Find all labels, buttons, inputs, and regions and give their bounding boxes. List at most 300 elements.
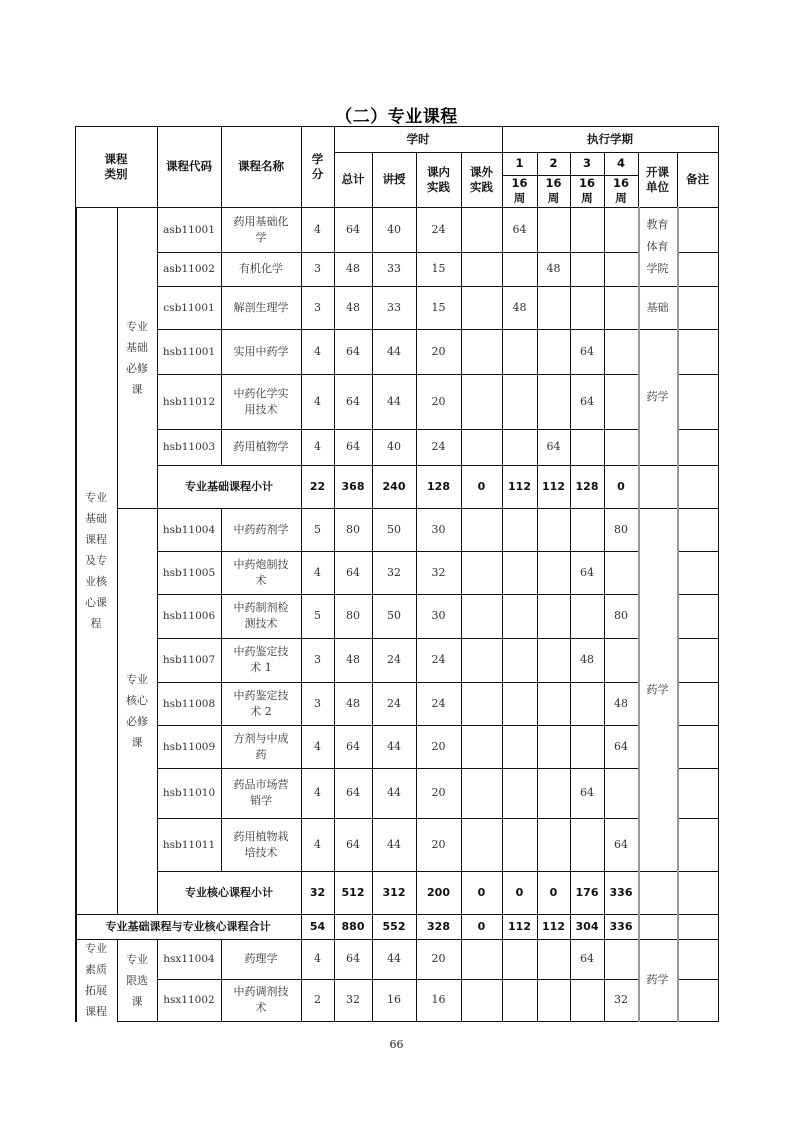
subtotal-core-label xyxy=(157,871,301,914)
row-border xyxy=(157,429,639,430)
category-outer-main-text: 专业 基础 课程 及专 业核 心课 程 xyxy=(85,491,107,630)
course-t4 xyxy=(604,768,638,818)
course-code xyxy=(157,725,221,768)
course-lecture xyxy=(372,682,416,725)
course-credit-text: 4 xyxy=(314,565,321,579)
column-border xyxy=(416,152,417,208)
header-category-text: 课程 类别 xyxy=(104,151,128,181)
course-total-text: 48 xyxy=(346,262,360,275)
course-code-text: hsb11008 xyxy=(162,697,216,710)
course-out-practice xyxy=(461,508,502,551)
row-border xyxy=(638,465,678,466)
course-out-practice xyxy=(461,725,502,768)
subtotal-core-out-practice-text: 0 xyxy=(477,885,486,899)
course-t3-text: 64 xyxy=(580,786,594,799)
course-note xyxy=(677,429,718,465)
course-t2 xyxy=(537,939,570,979)
course-t4 xyxy=(604,551,638,594)
course-t1 xyxy=(502,768,537,818)
header-category xyxy=(75,126,157,207)
course-credit xyxy=(301,939,334,979)
course-credit-text: 4 xyxy=(314,440,321,453)
course-code-text: hsb11004 xyxy=(162,523,216,536)
course-code-text: hsb11001 xyxy=(162,345,216,358)
course-lecture xyxy=(372,594,416,638)
course-t1 xyxy=(502,979,537,1021)
course-in-practice-text: 32 xyxy=(431,565,446,579)
course-lecture xyxy=(372,252,416,286)
course-in-practice-text: 15 xyxy=(431,262,446,275)
subtotal-basic-label-text: 专业基础课程小计 xyxy=(185,479,273,493)
course-lecture-text: 33 xyxy=(387,300,401,314)
course-t1 xyxy=(502,429,537,465)
course-credit xyxy=(301,638,334,682)
row-border xyxy=(677,594,719,595)
grand-total-out-practice xyxy=(461,914,502,939)
table-bottom-border xyxy=(117,1021,719,1022)
grand-total-t1-text: 112 xyxy=(508,919,531,933)
course-lecture-text: 44 xyxy=(387,344,401,358)
table-top-border xyxy=(75,126,719,127)
subtotal-basic-t1-text: 112 xyxy=(508,479,531,493)
course-credit-text: 4 xyxy=(314,739,321,753)
course-credit xyxy=(301,329,334,374)
course-lecture xyxy=(372,818,416,871)
course-t1 xyxy=(502,638,537,682)
subtotal-basic-out-practice-text: 0 xyxy=(477,479,486,493)
course-total-text: 64 xyxy=(346,344,360,358)
category-outer-main xyxy=(75,207,117,914)
subtotal-basic-t3 xyxy=(570,465,604,508)
grand-total-t3-text: 304 xyxy=(575,919,599,933)
course-note xyxy=(677,374,718,429)
header-hours-col-text: 总计 xyxy=(341,172,365,186)
course-credit-text: 3 xyxy=(314,653,321,666)
subtotal-basic-dept xyxy=(638,465,677,508)
course-out-practice xyxy=(461,374,502,429)
header-hours-col-text: 课外 实践 xyxy=(470,164,493,194)
column-border xyxy=(117,939,118,1022)
subtotal-core-t2 xyxy=(537,871,570,914)
course-name xyxy=(221,638,301,682)
subtotal-core-total-text: 512 xyxy=(341,885,365,899)
header-term-group xyxy=(502,126,718,152)
header-credit xyxy=(301,126,334,207)
header-term-weeks xyxy=(570,175,604,207)
course-t4-text: 80 xyxy=(614,522,628,536)
course-in-practice-text: 20 xyxy=(431,952,446,965)
course-credit xyxy=(301,818,334,871)
course-in-practice xyxy=(416,207,461,252)
column-border xyxy=(372,152,373,208)
course-name-text: 中药鉴定技 术 2 xyxy=(233,688,289,718)
course-credit-text: 3 xyxy=(314,696,321,710)
course-lecture xyxy=(372,207,416,252)
course-t3 xyxy=(570,429,604,465)
course-name-text: 药用植物栽 培技术 xyxy=(233,829,289,859)
course-t4 xyxy=(604,286,638,329)
course-code-text: hsb11007 xyxy=(162,654,216,666)
grand-total-label-text: 专业基础课程与专业核心课程合计 xyxy=(105,919,271,933)
course-code-text: hsb11010 xyxy=(162,787,216,799)
course-note xyxy=(677,818,718,871)
course-name-text: 药品市场营 销学 xyxy=(233,778,289,807)
course-name-text: 解剖生理学 xyxy=(233,300,289,314)
course-total xyxy=(334,682,372,725)
header-term-weeks xyxy=(502,175,537,207)
header-hours-col xyxy=(334,152,372,207)
course-note xyxy=(677,939,718,979)
subtotal-core-label-text: 专业核心课程小计 xyxy=(185,885,273,899)
subtotal-core-t3 xyxy=(570,871,604,914)
course-total-text: 32 xyxy=(346,993,360,1006)
course-t3 xyxy=(570,374,604,429)
course-credit xyxy=(301,286,334,329)
course-name-text: 有机化学 xyxy=(239,262,283,275)
grand-total-lecture-text: 552 xyxy=(382,919,406,933)
subtotal-basic-lecture-text: 240 xyxy=(382,479,406,493)
subtotal-basic-t3-text: 128 xyxy=(575,479,599,493)
course-t1 xyxy=(502,725,537,768)
row-border xyxy=(677,638,719,639)
dept-basic-text: 基础 xyxy=(646,300,669,314)
course-name xyxy=(221,768,301,818)
column-border xyxy=(537,207,538,1022)
course-total xyxy=(334,508,372,551)
course-code xyxy=(157,252,221,286)
grand-total-t4 xyxy=(604,914,638,939)
course-out-practice xyxy=(461,682,502,725)
row-border xyxy=(677,725,719,726)
subtotal-basic-t2-text: 112 xyxy=(542,479,565,493)
column-border xyxy=(157,207,158,915)
grand-total-t3 xyxy=(570,914,604,939)
course-out-practice xyxy=(461,638,502,682)
header-term-number-text: 1 xyxy=(515,156,524,170)
course-out-practice xyxy=(461,818,502,871)
course-t4 xyxy=(604,429,638,465)
course-t3 xyxy=(570,286,604,329)
course-code-text: hsb11012 xyxy=(162,395,216,408)
course-in-practice-text: 20 xyxy=(431,739,446,753)
subtotal-core-credit-text: 32 xyxy=(309,885,326,899)
course-t2 xyxy=(537,551,570,594)
course-name-text: 中药药剂学 xyxy=(233,522,289,536)
course-code-text: hsb11003 xyxy=(162,441,216,453)
course-total xyxy=(334,768,372,818)
course-t4 xyxy=(604,508,638,551)
course-credit xyxy=(301,429,334,465)
course-t3-text: 64 xyxy=(580,952,594,965)
course-code-text: hsb11009 xyxy=(162,740,216,753)
course-lecture xyxy=(372,768,416,818)
course-name xyxy=(221,818,301,871)
course-t4 xyxy=(604,252,638,286)
subtotal-core-credit xyxy=(301,871,334,914)
course-note xyxy=(677,682,718,725)
category-sub-core xyxy=(117,508,157,914)
course-note xyxy=(677,329,718,374)
course-t3-text: 48 xyxy=(580,653,594,666)
course-name xyxy=(221,551,301,594)
course-out-practice xyxy=(461,768,502,818)
row-border xyxy=(157,725,639,726)
course-t1 xyxy=(502,207,537,252)
header-term-number-text: 3 xyxy=(582,156,591,170)
column-border xyxy=(301,207,302,1022)
course-t2 xyxy=(537,508,570,551)
course-t2 xyxy=(537,682,570,725)
course-total xyxy=(334,818,372,871)
course-code-text: asb11001 xyxy=(163,223,215,236)
course-name xyxy=(221,939,301,979)
header-term-number xyxy=(537,152,570,175)
course-t2 xyxy=(537,725,570,768)
course-t3-text: 64 xyxy=(580,565,594,579)
course-out-practice xyxy=(461,939,502,979)
course-total xyxy=(334,329,372,374)
header-term-weeks-text: 16 周 xyxy=(578,176,595,205)
course-in-practice xyxy=(416,374,461,429)
course-t3 xyxy=(570,939,604,979)
course-total xyxy=(334,374,372,429)
course-credit xyxy=(301,252,334,286)
course-out-practice xyxy=(461,207,502,252)
header-term-weeks xyxy=(537,175,570,207)
header-hours-col xyxy=(416,152,461,207)
category-outer-ext xyxy=(75,939,117,1021)
course-lecture-text: 44 xyxy=(387,739,401,753)
course-in-practice xyxy=(416,508,461,551)
course-t1 xyxy=(502,551,537,594)
course-code-text: asb11002 xyxy=(163,263,215,275)
course-code xyxy=(157,939,221,979)
row-border xyxy=(677,871,719,872)
header-term-number-text: 4 xyxy=(616,156,625,170)
course-name xyxy=(221,979,301,1021)
row-border xyxy=(75,914,719,915)
course-t2 xyxy=(537,329,570,374)
course-lecture-text: 44 xyxy=(387,786,401,799)
course-name xyxy=(221,207,301,252)
column-border xyxy=(372,207,373,1022)
header-code-text: 课程代码 xyxy=(166,159,212,173)
subtotal-basic-total-text: 368 xyxy=(341,479,365,493)
course-in-practice-text: 30 xyxy=(431,522,446,536)
course-code xyxy=(157,508,221,551)
course-total-text: 64 xyxy=(346,394,360,408)
course-code-text: hsb11011 xyxy=(162,838,216,851)
course-t4-text: 80 xyxy=(614,609,628,622)
course-in-practice-text: 16 xyxy=(431,993,446,1006)
course-name xyxy=(221,594,301,638)
course-lecture xyxy=(372,979,416,1021)
course-t4 xyxy=(604,638,638,682)
column-border xyxy=(677,207,679,1022)
course-code xyxy=(157,638,221,682)
course-in-practice-text: 30 xyxy=(431,609,446,622)
course-total-text: 64 xyxy=(346,222,360,236)
course-credit-text: 4 xyxy=(314,837,321,851)
course-t3 xyxy=(570,329,604,374)
course-credit-text: 3 xyxy=(314,262,321,275)
course-note xyxy=(677,286,718,329)
dept-basic xyxy=(638,286,677,329)
course-t1 xyxy=(502,818,537,871)
dept-pharm-2-text: 药学 xyxy=(646,682,669,696)
course-t4 xyxy=(604,818,638,871)
course-lecture-text: 50 xyxy=(387,609,401,622)
grand-total-credit xyxy=(301,914,334,939)
grand-total-label xyxy=(75,914,301,939)
section-title: （二）专业课程 xyxy=(335,107,458,127)
category-sub-core-text: 专业 核心 必修 课 xyxy=(126,673,148,749)
course-in-practice xyxy=(416,682,461,725)
course-t2 xyxy=(537,979,570,1021)
grand-total-lecture xyxy=(372,914,416,939)
subtotal-basic-total xyxy=(334,465,372,508)
course-note xyxy=(677,725,718,768)
course-total xyxy=(334,638,372,682)
course-t1 xyxy=(502,594,537,638)
row-border xyxy=(157,818,639,819)
course-code xyxy=(157,329,221,374)
category-outer-ext-text: 专业 素质 拓展 课程 xyxy=(85,942,107,1018)
dept-pharm-3 xyxy=(638,939,677,1021)
course-code-text: hsx11004 xyxy=(163,953,215,965)
subtotal-basic-credit xyxy=(301,465,334,508)
course-lecture-text: 16 xyxy=(387,993,401,1006)
course-t3-text: 64 xyxy=(580,344,594,358)
row-border xyxy=(677,286,719,287)
course-total-text: 64 xyxy=(346,786,360,799)
row-border xyxy=(677,551,719,552)
row-border xyxy=(157,252,639,253)
grand-total-t4-text: 336 xyxy=(609,919,633,933)
column-border xyxy=(502,126,503,208)
grand-total-t2-text: 112 xyxy=(542,919,565,933)
row-border xyxy=(157,682,639,683)
header-name xyxy=(221,126,301,207)
course-name-text: 中药鉴定技 术 1 xyxy=(233,645,289,674)
course-name-text: 方剂与中成 药 xyxy=(233,731,289,761)
course-in-practice xyxy=(416,725,461,768)
header-code xyxy=(157,126,221,207)
row-border xyxy=(677,252,719,253)
course-note xyxy=(677,594,718,638)
course-lecture-text: 24 xyxy=(387,653,401,666)
course-t1 xyxy=(502,252,537,286)
course-in-practice-text: 20 xyxy=(431,837,446,851)
course-name xyxy=(221,374,301,429)
row-border xyxy=(157,465,639,466)
course-code-text: hsb11005 xyxy=(162,566,216,579)
column-border xyxy=(301,126,302,208)
course-lecture-text: 33 xyxy=(387,262,401,275)
header-term-number xyxy=(604,152,638,175)
course-t1 xyxy=(502,329,537,374)
header-dept xyxy=(638,152,677,207)
header-term-group-text: 执行学期 xyxy=(587,131,633,146)
header-name-text: 课程名称 xyxy=(238,159,284,173)
column-border xyxy=(221,126,222,208)
column-border xyxy=(75,126,76,208)
course-lecture-text: 50 xyxy=(387,522,401,536)
dept-pharm-1-text: 药学 xyxy=(646,390,669,403)
subtotal-core-out-practice xyxy=(461,871,502,914)
subtotal-core-t1-text: 0 xyxy=(515,885,524,899)
course-t4 xyxy=(604,725,638,768)
course-total xyxy=(334,429,372,465)
course-t4-text: 64 xyxy=(614,739,628,753)
course-t3 xyxy=(570,725,604,768)
course-note xyxy=(677,638,718,682)
course-t4-text: 32 xyxy=(614,993,628,1006)
course-in-practice-text: 20 xyxy=(431,344,446,358)
column-border xyxy=(502,207,503,1022)
course-name-text: 中药制剂检 测技术 xyxy=(233,601,289,630)
course-in-practice xyxy=(416,594,461,638)
row-border xyxy=(677,818,719,819)
course-name xyxy=(221,286,301,329)
course-in-practice xyxy=(416,818,461,871)
grand-total-out-practice-text: 0 xyxy=(477,919,486,933)
course-t4 xyxy=(604,979,638,1021)
course-t2 xyxy=(537,286,570,329)
course-note xyxy=(677,551,718,594)
course-name-text: 药用植物学 xyxy=(233,440,289,453)
column-border xyxy=(334,126,335,208)
course-credit xyxy=(301,979,334,1021)
course-total-text: 64 xyxy=(346,440,360,453)
course-credit-text: 4 xyxy=(314,394,321,408)
course-t3 xyxy=(570,979,604,1021)
course-code xyxy=(157,551,221,594)
course-t2-text: 48 xyxy=(546,262,561,275)
course-credit xyxy=(301,551,334,594)
course-in-practice-text: 20 xyxy=(431,786,446,799)
course-in-practice-text: 24 xyxy=(431,222,446,236)
course-lecture xyxy=(372,329,416,374)
subtotal-basic-note xyxy=(677,465,718,508)
header-hours-col xyxy=(372,152,416,207)
course-note xyxy=(677,768,718,818)
course-name-text: 中药化学实 用技术 xyxy=(233,386,289,416)
course-in-practice xyxy=(416,768,461,818)
column-border xyxy=(117,207,118,915)
course-code xyxy=(157,768,221,818)
course-in-practice xyxy=(416,979,461,1021)
header-term-number xyxy=(570,152,604,175)
course-t2 xyxy=(537,374,570,429)
course-t3 xyxy=(570,207,604,252)
course-total-text: 80 xyxy=(346,522,360,536)
subtotal-core-lecture-text: 312 xyxy=(382,885,406,899)
course-total-text: 48 xyxy=(346,696,360,710)
course-t4-text: 48 xyxy=(614,696,628,710)
course-total xyxy=(334,725,372,768)
subtotal-basic-in-practice xyxy=(416,465,461,508)
course-total-text: 64 xyxy=(346,837,360,851)
row-border xyxy=(157,638,639,639)
header-term-number-text: 2 xyxy=(549,156,558,170)
category-sub-ext-text: 专业 限选 课 xyxy=(126,952,148,1008)
course-t4-text: 64 xyxy=(614,837,628,851)
course-in-practice xyxy=(416,939,461,979)
course-t3 xyxy=(570,551,604,594)
course-t3 xyxy=(570,594,604,638)
column-border xyxy=(604,207,605,1022)
